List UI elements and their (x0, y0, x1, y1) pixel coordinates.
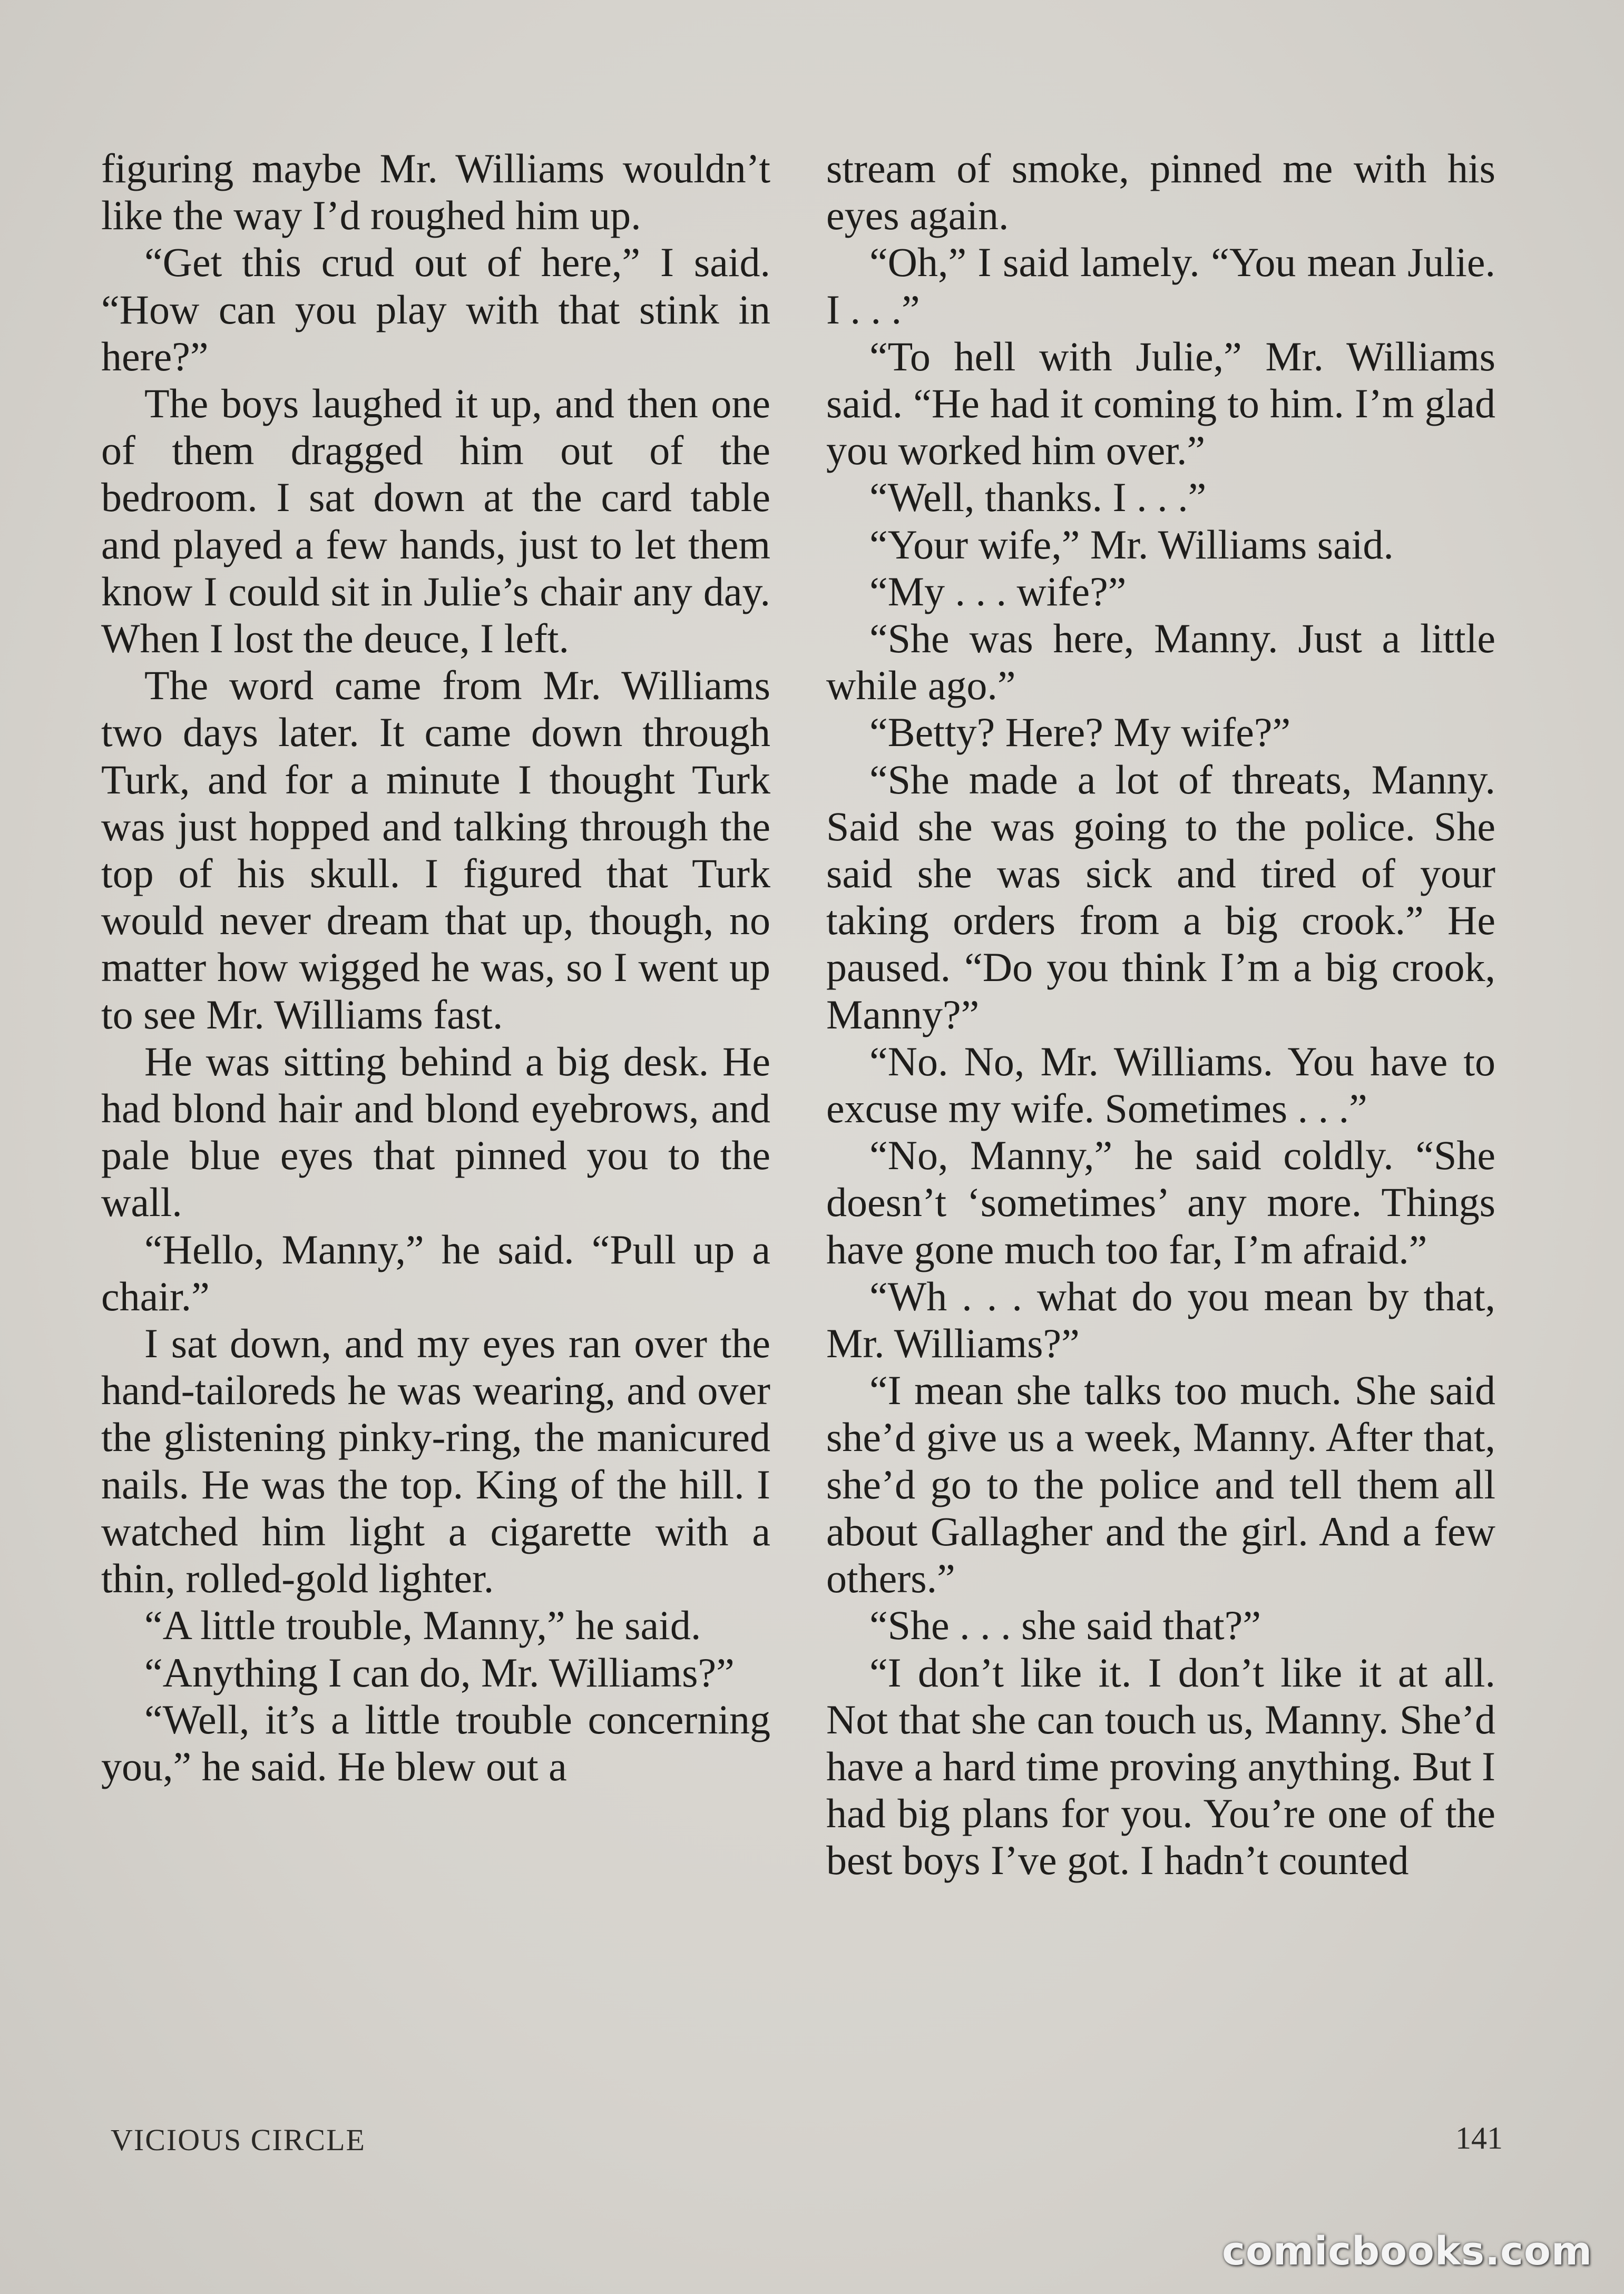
paragraph: “Hello, Manny,” he said. “Pull up a chair.” (101, 1226, 770, 1319)
paragraph: “Anything I can do, Mr. Williams?” (144, 1649, 735, 1695)
paragraph: “Your wife,” Mr. Williams said. (869, 521, 1394, 567)
paragraph: “A little trouble, Manny,” he said. (144, 1602, 701, 1649)
paragraph: figuring maybe Mr. Williams wouldn’t like the way I’d roughed him up. (101, 145, 770, 239)
paragraph: “Well, it’s a little trouble concerning you,” he said. He blew out a (101, 1696, 770, 1789)
page-number: 141 (1455, 2121, 1503, 2155)
paragraph: “She made a lot of threats, Manny. Said she was going to the police. She said she was sick and tired of your taking orders from a big crook.” He paused. “Do you think I’m a big crook, Manny?” (826, 756, 1495, 1037)
paragraph: The boys laughed it up, and then one of them dragged him out of the bedroom. I sat down at the card table and played a few hands, just to let them know I could sit in Julie’s chair any day. When I lost the deuce, I left. (101, 380, 770, 662)
paragraph: “No, Manny,” he said coldly. “She doesn’t ‘sometimes’ any more. Things have gone much too far, I’m afraid.” (826, 1132, 1495, 1272)
paragraph: I sat down, and my eyes ran over the hand-tailoreds he was wearing, and over the glistening pinky-ring, the manicured nails. He was the top. King of the hill. I watched him light a cigarette with a thin, rolled-gold lighter. (101, 1320, 770, 1602)
paragraph: “She . . . she said that?” (869, 1602, 1261, 1649)
paragraph: “No. No, Mr. Williams. You have to excuse my wife. Sometimes . . .” (826, 1038, 1495, 1132)
paragraph: The word came from Mr. Williams two days later. It came down through Turk, and for a minute I thought Turk was just hopped and talking through the top of his skull. I figured that Turk would never dream that up, though, no matter how wigged he was, so I went up to see Mr. Williams fast. (101, 662, 770, 1037)
paragraph: “Wh . . . what do you mean by that, Mr. Williams?” (826, 1273, 1495, 1367)
running-title: VICIOUS CIRCLE (111, 2123, 366, 2157)
paragraph: “I mean she talks too much. She said she’d give us a week, Manny. After that, she’d go to the police and tell them all about Gallagher and the girl. And a few others.” (826, 1367, 1495, 1602)
watermark: comicbooks.com (1222, 2229, 1592, 2274)
paragraph: “Oh,” I said lamely. “You mean Julie. I . . .” (826, 239, 1495, 332)
paragraph: “Get this crud out of here,” I said. “How can you play with that stink in here?” (101, 239, 770, 379)
paragraph: “I don’t like it. I don’t like it at all. Not that she can touch us, Manny. She’d have a hard time proving anything. But I had big plans for you. You’re one of the best boys I’ve got. I hadn’t counted (826, 1649, 1495, 1884)
paragraph: He was sitting behind a big desk. He had blond hair and blond eyebrows, and pale blue eyes that pinned you to the wall. (101, 1038, 770, 1226)
paragraph: “Well, thanks. I . . .” (869, 474, 1207, 521)
paragraph: “Betty? Here? My wife?” (869, 709, 1291, 756)
paragraph: “My . . . wife?” (869, 568, 1127, 614)
paragraph: “To hell with Julie,” Mr. Williams said. “He had it coming to him. I’m glad you worked him over.” (826, 333, 1495, 474)
text-column-right (826, 145, 1495, 1884)
paragraph: stream of smoke, pinned me with his eyes again. (826, 145, 1495, 239)
text-column-left (101, 145, 770, 1790)
paragraph: “She was here, Manny. Just a little while ago.” (826, 615, 1495, 709)
